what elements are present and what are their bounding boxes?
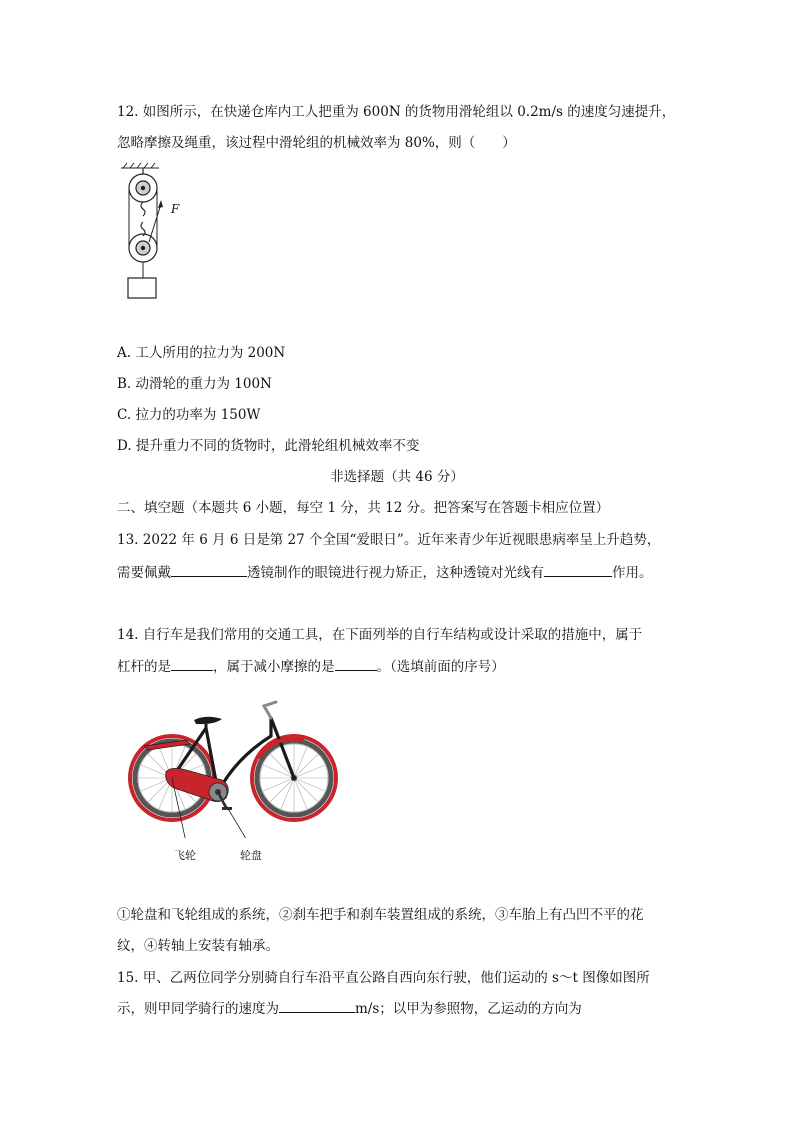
section-title: 非选择题（共 46 分）	[330, 469, 464, 485]
q14-blank-2[interactable]	[335, 656, 377, 671]
q14-items-line2: 纹，④转轴上安装有轴承。	[117, 938, 279, 954]
q14-blank-1[interactable]	[171, 656, 213, 671]
chainring-label: 轮盘	[240, 849, 262, 862]
q13-stem-line1: 13. 2022 年 6 月 6 日是第 27 个全国“爱眼日”。近年来青少年近视眼患病率呈上升趋势，	[117, 532, 661, 548]
q13-blank-2[interactable]	[544, 562, 612, 577]
q15-stem-line2	[117, 998, 582, 1019]
q13-text-a: 需要佩戴	[117, 565, 171, 581]
q13-blank-1[interactable]	[171, 562, 247, 577]
bike-seat	[194, 717, 222, 724]
part2-heading: 二、填空题（本题共 6 小题，每空 1 分，共 12 分。把答案写在答题卡相应位置）	[117, 500, 610, 516]
q12-stem-line2: 忽略摩擦及绳重，该过程中滑轮组的机械效率为 80%，则（ ）	[117, 135, 516, 151]
q15-text-b: m/s；以甲为参照物，乙运动的方向为	[355, 1001, 582, 1017]
force-arrow	[158, 200, 163, 208]
force-label: F	[171, 202, 180, 216]
q13-stem-line2	[117, 562, 653, 583]
fixed-pulley	[129, 168, 157, 202]
ceiling-hatch	[121, 163, 159, 168]
cargo-box	[128, 278, 156, 298]
pulley-diagram	[117, 162, 187, 302]
q13-text-c: 作用。	[612, 565, 653, 581]
q14-text-b: ，属于减小摩擦的是	[213, 659, 335, 675]
q14-stem-line1: 14. 自行车是我们常用的交通工具，在下面列举的自行车结构或设计采取的措施中，属于	[117, 627, 643, 643]
q14-text-a: 杠杆的是	[117, 659, 171, 675]
q12-stem-line1: 12. 如图所示，在快递仓库内工人把重为 600N 的货物用滑轮组以 0.2m/s 的速度匀速提升，	[117, 104, 676, 120]
q12-option-c: C. 拉力的功率为 150W	[117, 407, 261, 423]
q15-stem-line1: 15. 甲、乙两位同学分别骑自行车沿平直公路自西向东行驶，他们运动的 s～t 图像如图所	[117, 970, 650, 986]
q15-blank-1[interactable]	[279, 998, 355, 1013]
flywheel-label: 飞轮	[174, 849, 196, 862]
q15-text-a: 示，则甲同学骑行的速度为	[117, 1001, 279, 1017]
q12-option-b: B. 动滑轮的重力为 100N	[117, 376, 272, 392]
q14-items-line1: ①轮盘和飞轮组成的系统，②刹车把手和刹车装置组成的系统，③车胎上有凸凹不平的花	[117, 907, 644, 923]
bicycle-illustration	[126, 688, 346, 838]
handlebar	[264, 702, 276, 718]
q14-stem-line2	[117, 656, 505, 677]
q14-text-c: 。（选填前面的序号）	[376, 659, 505, 675]
q12-option-d: D. 提升重力不同的货物时，此滑轮组机械效率不变	[117, 438, 420, 454]
movable-pulley	[129, 234, 157, 262]
q12-option-a: A. 工人所用的拉力为 200N	[117, 345, 286, 361]
pulley-hooks	[141, 202, 145, 236]
q13-text-b: 透镜制作的眼镜进行视力矫正，这种透镜对光线有	[247, 565, 544, 581]
